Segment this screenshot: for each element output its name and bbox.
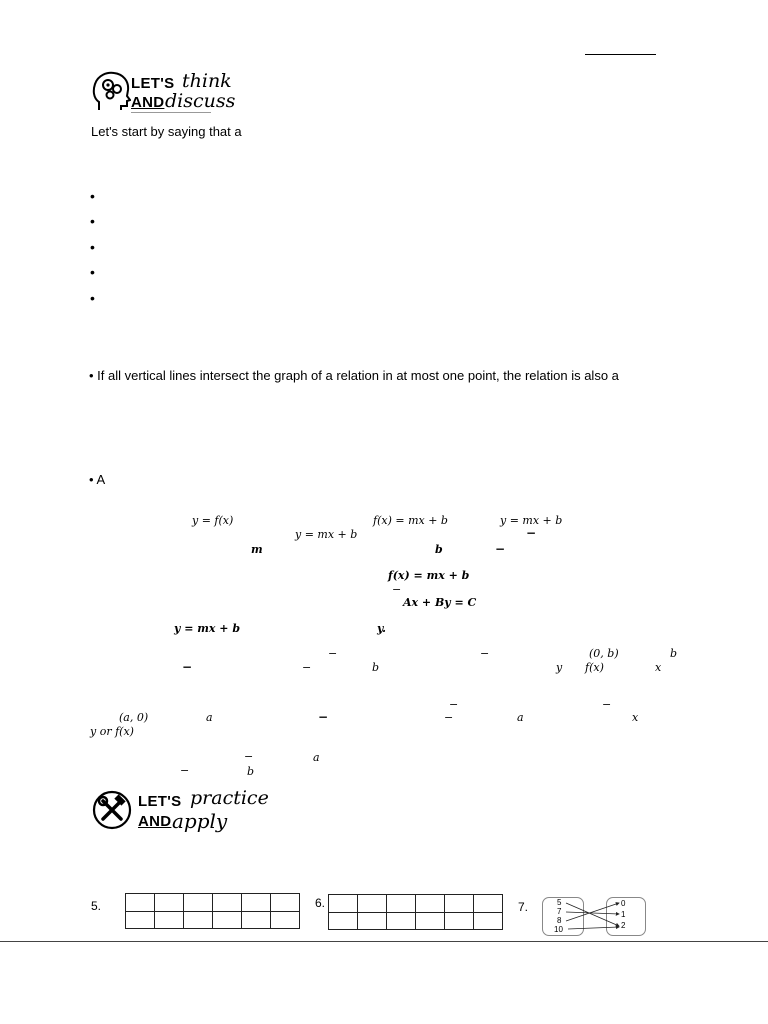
math-ax-by-c: Ax + By = C (403, 596, 477, 609)
range-value: 0 (621, 899, 626, 908)
logo-underline (131, 112, 211, 113)
math-dash-5: − (480, 647, 490, 660)
range-value: 2 (621, 921, 626, 930)
math-dash-1: − (526, 526, 537, 540)
table-row (126, 894, 300, 912)
domain-value: 10 (554, 925, 563, 934)
table-row (329, 912, 503, 930)
hammer-wrench-icon (92, 790, 132, 830)
math-y: y (556, 661, 563, 674)
math-dash-4: − (328, 647, 338, 660)
math-dash-3: − (392, 583, 402, 596)
math-dash-9: − (602, 698, 612, 711)
a-item-text: • A (89, 472, 106, 487)
bullet-1: • (90, 188, 95, 204)
math-b-bold: b (435, 543, 443, 556)
math-a-3: a (313, 751, 320, 764)
logo-apply-text: apply (172, 809, 228, 833)
head-gears-icon (91, 70, 131, 114)
vertical-line-test-text: • If all vertical lines intersect the graph of a relation in at most one point, the relation is also a (89, 368, 619, 383)
logo-and-text: AND (131, 94, 165, 111)
math-y-equals-fx: y = f(x) (192, 514, 234, 527)
logo-and-text-2: AND (138, 813, 172, 830)
range-value: 1 (621, 910, 626, 919)
exercise-7-number: 7. (518, 900, 529, 914)
name-blank-line (585, 54, 656, 55)
math-m: m (251, 543, 263, 556)
math-fx-mx-b: f(x) = mx + b (373, 514, 448, 527)
bullet-3: • (90, 239, 95, 255)
math-a-1: a (206, 711, 213, 724)
exercise-6-table (328, 894, 503, 930)
math-dash-13: − (180, 764, 190, 777)
math-x-2: x (632, 711, 639, 724)
math-a-2: a (517, 711, 524, 724)
math-dash-11: − (444, 711, 454, 724)
math-b-3: b (247, 765, 255, 778)
lets-think-discuss-logo (91, 70, 236, 114)
math-dash-12: − (244, 750, 254, 763)
math-y-mx-b-1: y = mx + b (500, 514, 563, 527)
mapping-diagram (540, 895, 648, 937)
table-row (126, 911, 300, 929)
math-dash-8: − (449, 698, 459, 711)
exercise-5-table (125, 893, 300, 929)
math-y-or-fx: y or f(x) (90, 725, 134, 738)
math-b-2: b (372, 661, 380, 674)
math-dash-6: − (182, 660, 193, 674)
logo-think-text: think (182, 70, 232, 92)
math-x-1: x (655, 661, 662, 674)
math-y-dot: y. (377, 622, 386, 635)
bullet-5: • (90, 290, 95, 306)
math-point-0-b: (0, b) (589, 647, 619, 660)
page-divider (0, 941, 768, 942)
domain-value: 5 (557, 898, 562, 907)
logo-lets-text: LET'S (131, 75, 175, 92)
math-fx-bold: f(x) = mx + b (388, 569, 470, 582)
logo-lets-text-2: LET'S (138, 793, 182, 810)
bullet-4: • (90, 264, 95, 280)
exercise-5-number: 5. (91, 899, 102, 913)
logo-discuss-text: discuss (165, 90, 236, 112)
math-fx: f(x) (585, 661, 604, 674)
table-row (329, 895, 503, 913)
math-y-mx-b-bold: y = mx + b (174, 622, 241, 635)
math-b-1: b (670, 647, 678, 660)
math-point-a-0: (a, 0) (119, 711, 149, 724)
lets-practice-apply-logo (92, 787, 269, 835)
domain-value: 7 (557, 907, 562, 916)
mapping-arrows (540, 895, 648, 937)
math-dash-7: − (302, 661, 312, 674)
math-y-mx-b-2: y = mx + b (295, 528, 358, 541)
bullet-2: • (90, 213, 95, 229)
exercise-6-number: 6. (315, 896, 326, 910)
logo-practice-text: practice (190, 787, 269, 809)
math-dash-2: − (495, 542, 506, 556)
math-dash-10: − (318, 710, 329, 724)
domain-value: 8 (557, 916, 562, 925)
intro-text: Let's start by saying that a (91, 124, 242, 139)
